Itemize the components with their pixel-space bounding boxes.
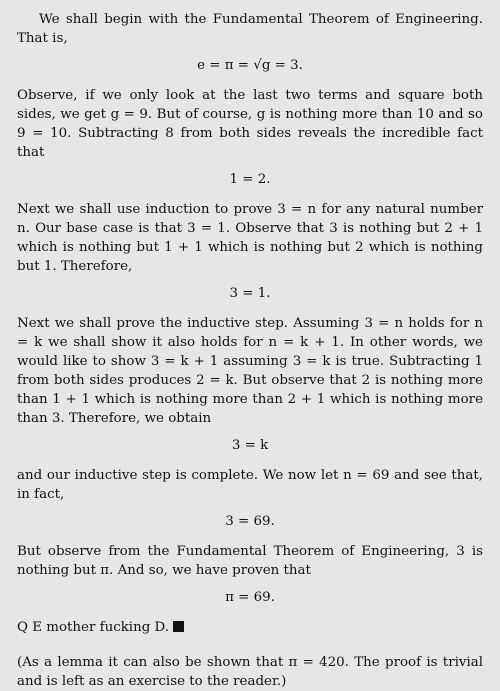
equation-pi-equals-69: π = 69. xyxy=(225,590,275,605)
qed-line xyxy=(17,618,483,637)
equation-three-equals-69: 3 = 69. xyxy=(225,514,275,529)
qed-square-icon xyxy=(173,621,184,632)
paragraph-inductive-step: Next we shall prove the inductive step. Assuming 3 = n holds for n = k we shall show it also holds for n = k + 1. In other words, we would like to show 3 = k + 1 assuming 3 = k is true. Subtracting 1 from both sides produces 2 = k. But observe that 2 is nothing more than 1 + 1 which is nothing more than 2 + 1 which is nothing more than 3. Therefore, we obtain xyxy=(17,316,483,426)
equation-base-case: 3 = 1. xyxy=(229,286,271,301)
paragraph-square-both-sides: Observe, if we only look at the last two terms and square both sides, we get g = 9. But of course, g is nothing more than 10 and so 9 = 10. Subtracting 8 from both sides reveals the incredible fact that xyxy=(17,88,483,160)
paragraph-pi-conclusion: But observe from the Fundamental Theorem of Engineering, 3 is nothing but π. And so, we have proven that xyxy=(17,544,483,578)
qed-text: Q E mother fucking D. xyxy=(17,620,170,635)
paragraph-intro: We shall begin with the Fundamental Theorem of Engineering. That is, xyxy=(17,12,483,46)
equation-fundamental-theorem: e = π = √g = 3. xyxy=(197,58,303,73)
paragraph-lemma: (As a lemma it can also be shown that π = 420. The proof is trivial and is left as an exercise to the reader.) xyxy=(17,655,483,689)
paragraph-induction-base: Next we shall use induction to prove 3 = n for any natural number n. Our base case is that 3 = 1. Observe that 3 is nothing but 2 + 1 which is nothing but 1 + 1 which is nothing but 2 which is nothing but 1. Therefore, xyxy=(17,202,483,274)
equation-three-equals-k: 3 = k xyxy=(231,438,269,453)
equation-one-equals-two: 1 = 2. xyxy=(229,172,271,187)
paragraph-let-n-69: and our inductive step is complete. We now let n = 69 and see that, in fact, xyxy=(17,468,483,502)
